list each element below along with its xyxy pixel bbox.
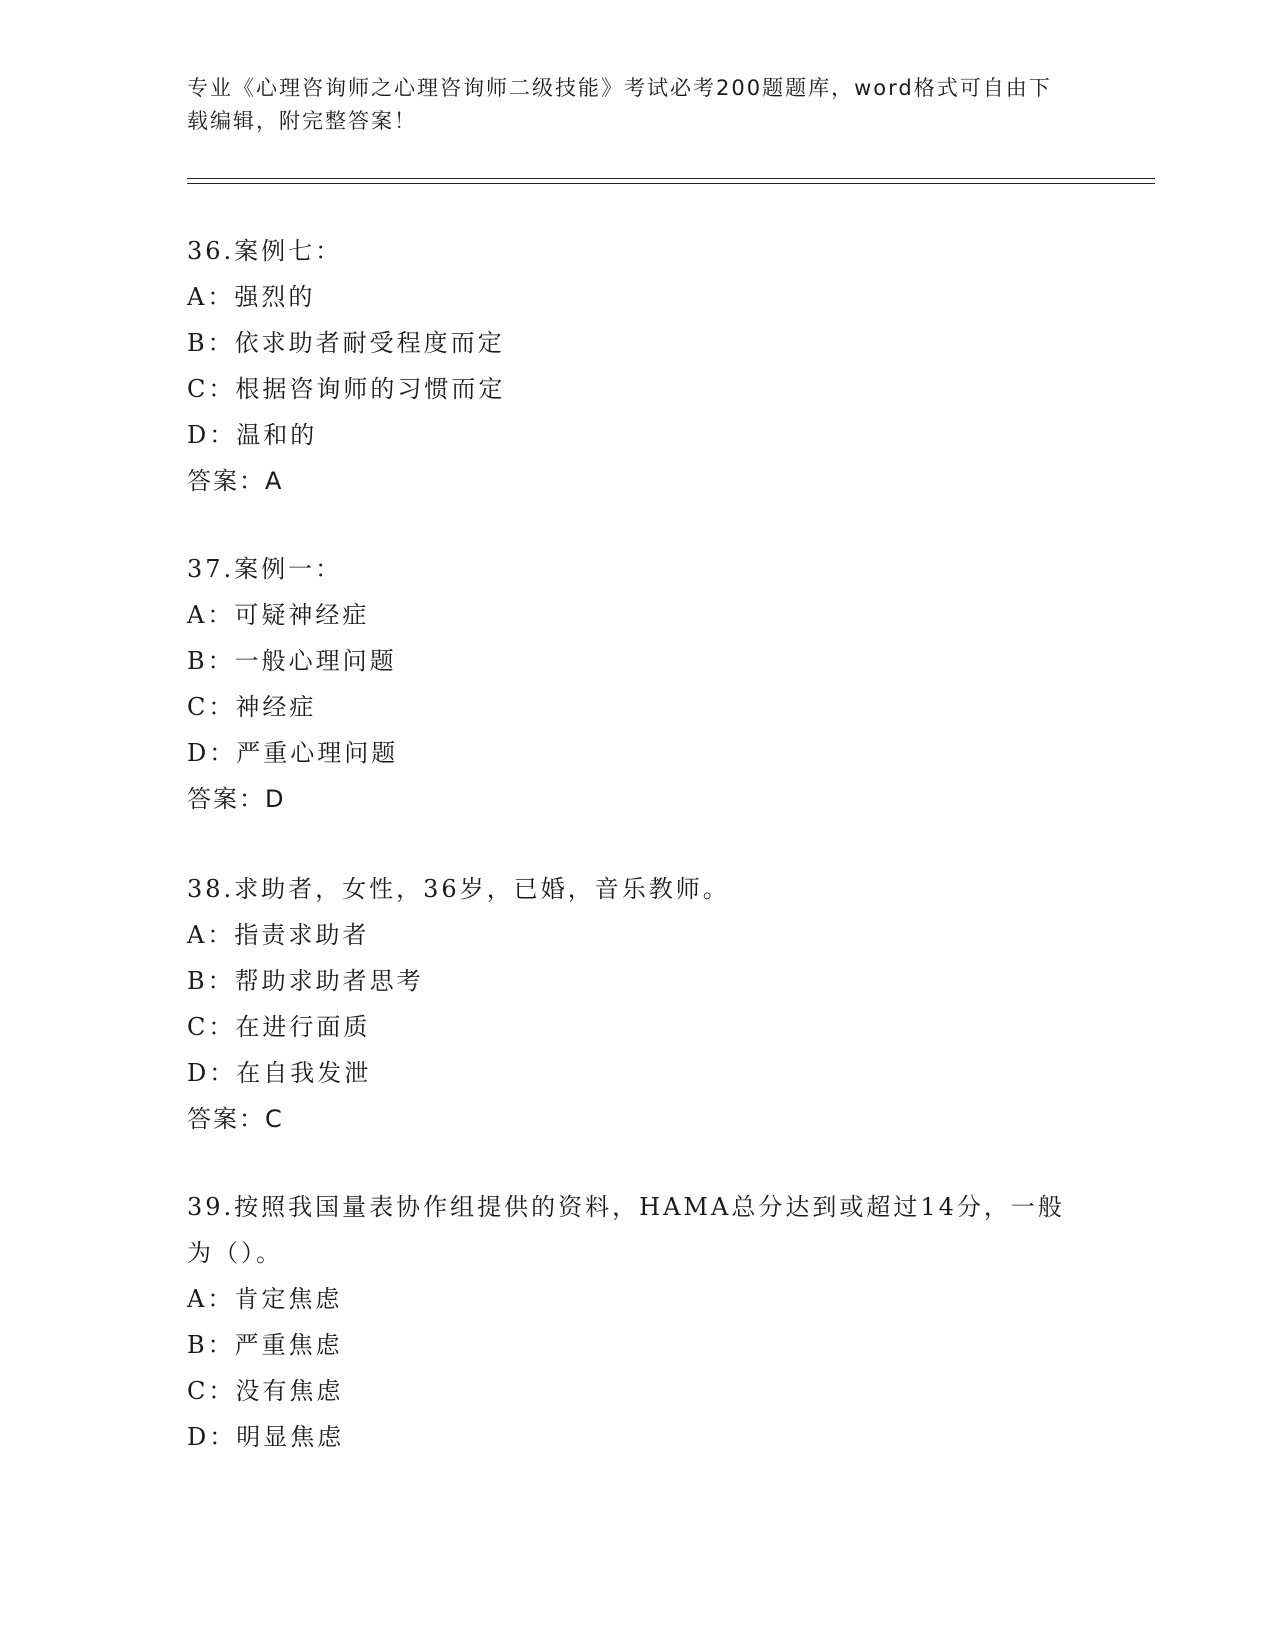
document-header: 专业《心理咨询师之心理咨询师二级技能》考试必考200题题库，word格式可自由下载编辑，附完整答案！ [187, 76, 1052, 133]
option-c: C：没有焦虑 [187, 1377, 344, 1405]
header-divider-bottom [187, 183, 1155, 184]
option-d: D：温和的 [187, 421, 318, 449]
option-c: C：在进行面质 [187, 1013, 371, 1041]
question-stem: 39.按照我国量表协作组提供的资料，HAMA总分达到或超过14分，一般为（）。 [187, 1193, 1065, 1267]
question-stem: 36.案例七： [187, 237, 343, 265]
option-d: D：明显焦虑 [187, 1423, 345, 1451]
option-a: A：可疑神经症 [187, 601, 370, 629]
option-b: B：帮助求助者思考 [187, 967, 424, 995]
option-c: C：根据咨询师的习惯而定 [187, 375, 506, 403]
question-37 [187, 546, 1067, 822]
option-d: D：在自我发泄 [187, 1059, 372, 1087]
option-b: B：依求助者耐受程度而定 [187, 329, 505, 357]
option-a: A：肯定焦虑 [187, 1285, 343, 1313]
question-stem: 38.求助者，女性，36岁，已婚，音乐教师。 [187, 875, 730, 903]
answer: 答案：D [187, 785, 286, 813]
option-c: C：神经症 [187, 693, 317, 721]
question-36 [187, 228, 1067, 504]
question-38 [187, 866, 1067, 1142]
answer: 答案：A [187, 467, 284, 495]
option-d: D：严重心理问题 [187, 739, 399, 767]
option-a: A：强烈的 [187, 283, 316, 311]
question-stem: 37.案例一： [187, 555, 343, 583]
answer: 答案：C [187, 1105, 284, 1133]
option-b: B：严重焦虑 [187, 1331, 343, 1359]
option-b: B：一般心理问题 [187, 647, 397, 675]
header-divider-top [187, 178, 1155, 179]
option-a: A：指责求助者 [187, 921, 370, 949]
question-39 [187, 1184, 1067, 1460]
